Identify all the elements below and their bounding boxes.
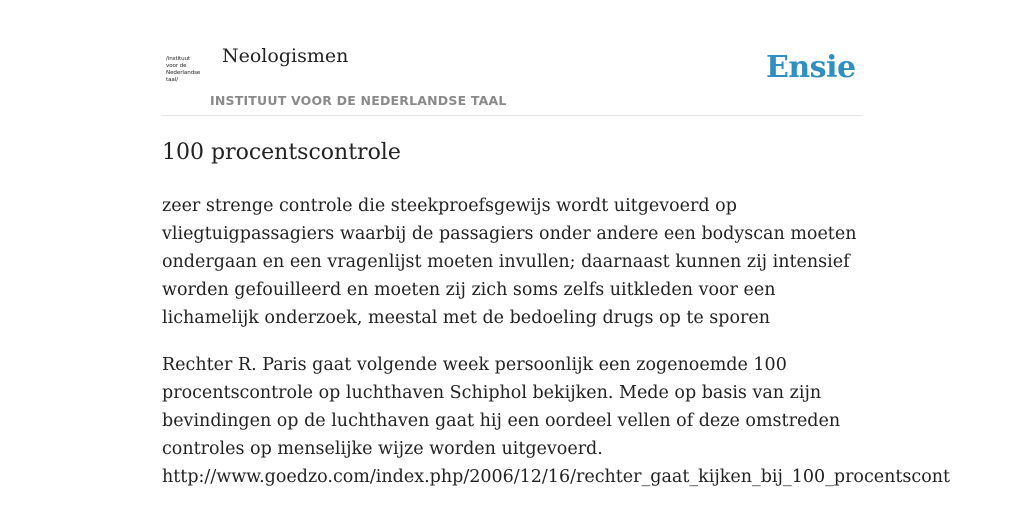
example-line: controles op menselijke wijze worden uitgevoerd. [162,439,603,459]
entry-term: 100 procentscontrole [162,140,401,165]
entry-example [162,351,951,491]
example-line: Rechter R. Paris gaat volgende week persoonlijk een zogenoemde 100 [162,355,787,375]
example-source-link[interactable]: http://www.goedzo.com/index.php/2006/12/16/rechter_gaat_kijken_bij_100_procentscont [162,467,951,487]
brand-logo[interactable]: Ensie [766,50,856,85]
logo-line: voor de [166,63,187,69]
logo-line: /instituut [166,56,191,62]
entry-definition: zeer strenge controle die steekproefsgewijs wordt uitgevoerd op vliegtuigpassagiers waarbij de passagiers onder andere een bodyscan moeten ondergaan en een vragenlijst moeten invullen; daarnaast kunnen zij intensief worden gefouilleerd en moeten zij zich soms zelfs uitkleden voor een lichamelijk onderzoek, meestal met de bedoeling drugs op te sporen [162,196,857,328]
example-line: procentscontrole op luchthaven Schiphol bekijken. Mede op basis van zijn [162,383,822,403]
logo-line: Nederlandse [166,70,201,76]
example-line: bevindingen op de luchthaven gaat hij een oordeel vellen of deze omstreden [162,411,841,431]
institute-logo[interactable] [166,56,210,84]
logo-line: taal/ [166,77,178,83]
source-title[interactable]: Neologismen [222,45,349,67]
source-subtitle: INSTITUUT VOOR DE NEDERLANDSE TAAL [210,93,507,108]
header-divider [162,115,862,116]
